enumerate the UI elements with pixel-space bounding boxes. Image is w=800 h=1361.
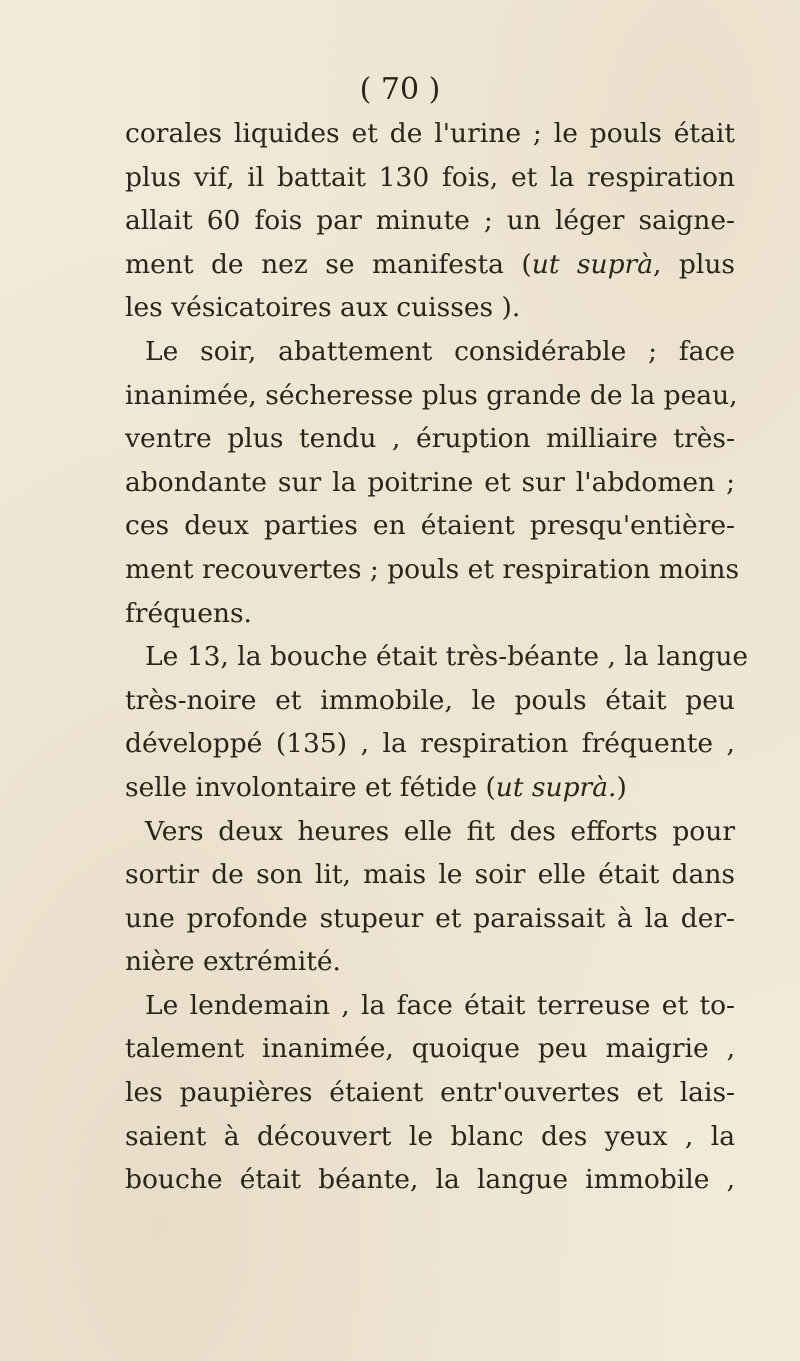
text-line: [125, 461, 735, 505]
text-segment: ): [616, 771, 627, 803]
text-line: [125, 766, 735, 810]
text-line: [125, 1027, 735, 1071]
text-line: [125, 504, 735, 548]
body-text: [125, 112, 749, 1202]
text-line: [125, 330, 735, 374]
text-segment: talement inanimée, quoique peu maigrie ,: [125, 1033, 735, 1065]
text-segment: très-noire et immobile, le pouls était peu: [125, 684, 735, 716]
text-segment: les paupières étaient entr'ouvertes et lais-: [125, 1077, 735, 1109]
italic-text: ut suprà: [531, 248, 654, 280]
text-segment: Le soir, abattement considérable ; face: [145, 335, 735, 367]
text-line: [125, 984, 735, 1028]
text-segment: sortir de son lit, mais le soir elle était dans: [125, 859, 735, 891]
text-segment: développé (135) , la respiration fréquente ,: [125, 728, 735, 760]
text-line: [125, 243, 735, 287]
text-segment: plus vif, il battait 130 fois, et la respiration: [125, 161, 735, 193]
page-number-header: ( 70 ): [359, 72, 441, 107]
text-segment: bouche était béante, la langue immobile ,: [125, 1164, 735, 1196]
text-segment: allait 60 fois par minute ; un léger saigne-: [125, 205, 735, 237]
text-line: [125, 1071, 735, 1115]
text-line: [125, 679, 735, 723]
text-segment: Le 13, la bouche était très-béante , la langue: [145, 641, 749, 673]
text-line: [125, 897, 735, 941]
text-segment: Le lendemain , la face était terreuse et to-: [145, 989, 735, 1021]
text-line: [125, 1158, 735, 1202]
text-segment: ventre plus tendu , éruption milliaire très-: [125, 423, 735, 455]
text-segment: ment recouvertes ; pouls et respiration moins: [125, 553, 740, 585]
italic-text: ut suprà.: [495, 771, 617, 803]
text-line: [125, 1115, 735, 1159]
text-segment: fréquens.: [125, 597, 252, 629]
text-segment: ces deux parties en étaient presqu'entière-: [125, 510, 735, 542]
text-line: [125, 374, 738, 418]
text-segment: inanimée, sécheresse plus grande de la peau,: [125, 379, 738, 411]
text-line: [125, 156, 735, 200]
text-line: [125, 548, 740, 592]
text-segment: corales liquides et de l'urine ; le pouls était: [125, 118, 735, 149]
text-segment: abondante sur la poitrine et sur l'abdomen ;: [125, 466, 735, 498]
text-segment: nière extrémité.: [125, 946, 341, 978]
text-line: [125, 199, 735, 243]
text-line: [125, 112, 735, 156]
text-line: [125, 853, 735, 897]
text-line: [125, 635, 749, 679]
text-line: [125, 810, 735, 854]
text-line: [125, 940, 735, 984]
text-line: [125, 722, 735, 766]
text-line: [125, 286, 735, 330]
text-line: [125, 592, 735, 636]
text-segment: , plus: [653, 248, 735, 280]
text-segment: Vers deux heures elle fit des efforts pour: [145, 815, 735, 847]
text-segment: selle involontaire et fétide (: [125, 771, 496, 803]
text-segment: les vésicatoires aux cuisses ).: [125, 292, 521, 324]
text-segment: une profonde stupeur et paraissait à la der-: [125, 902, 735, 934]
text-line: [125, 417, 735, 461]
text-segment: saient à découvert le blanc des yeux , la: [125, 1120, 735, 1152]
text-segment: ment de nez se manifesta (: [125, 248, 532, 280]
